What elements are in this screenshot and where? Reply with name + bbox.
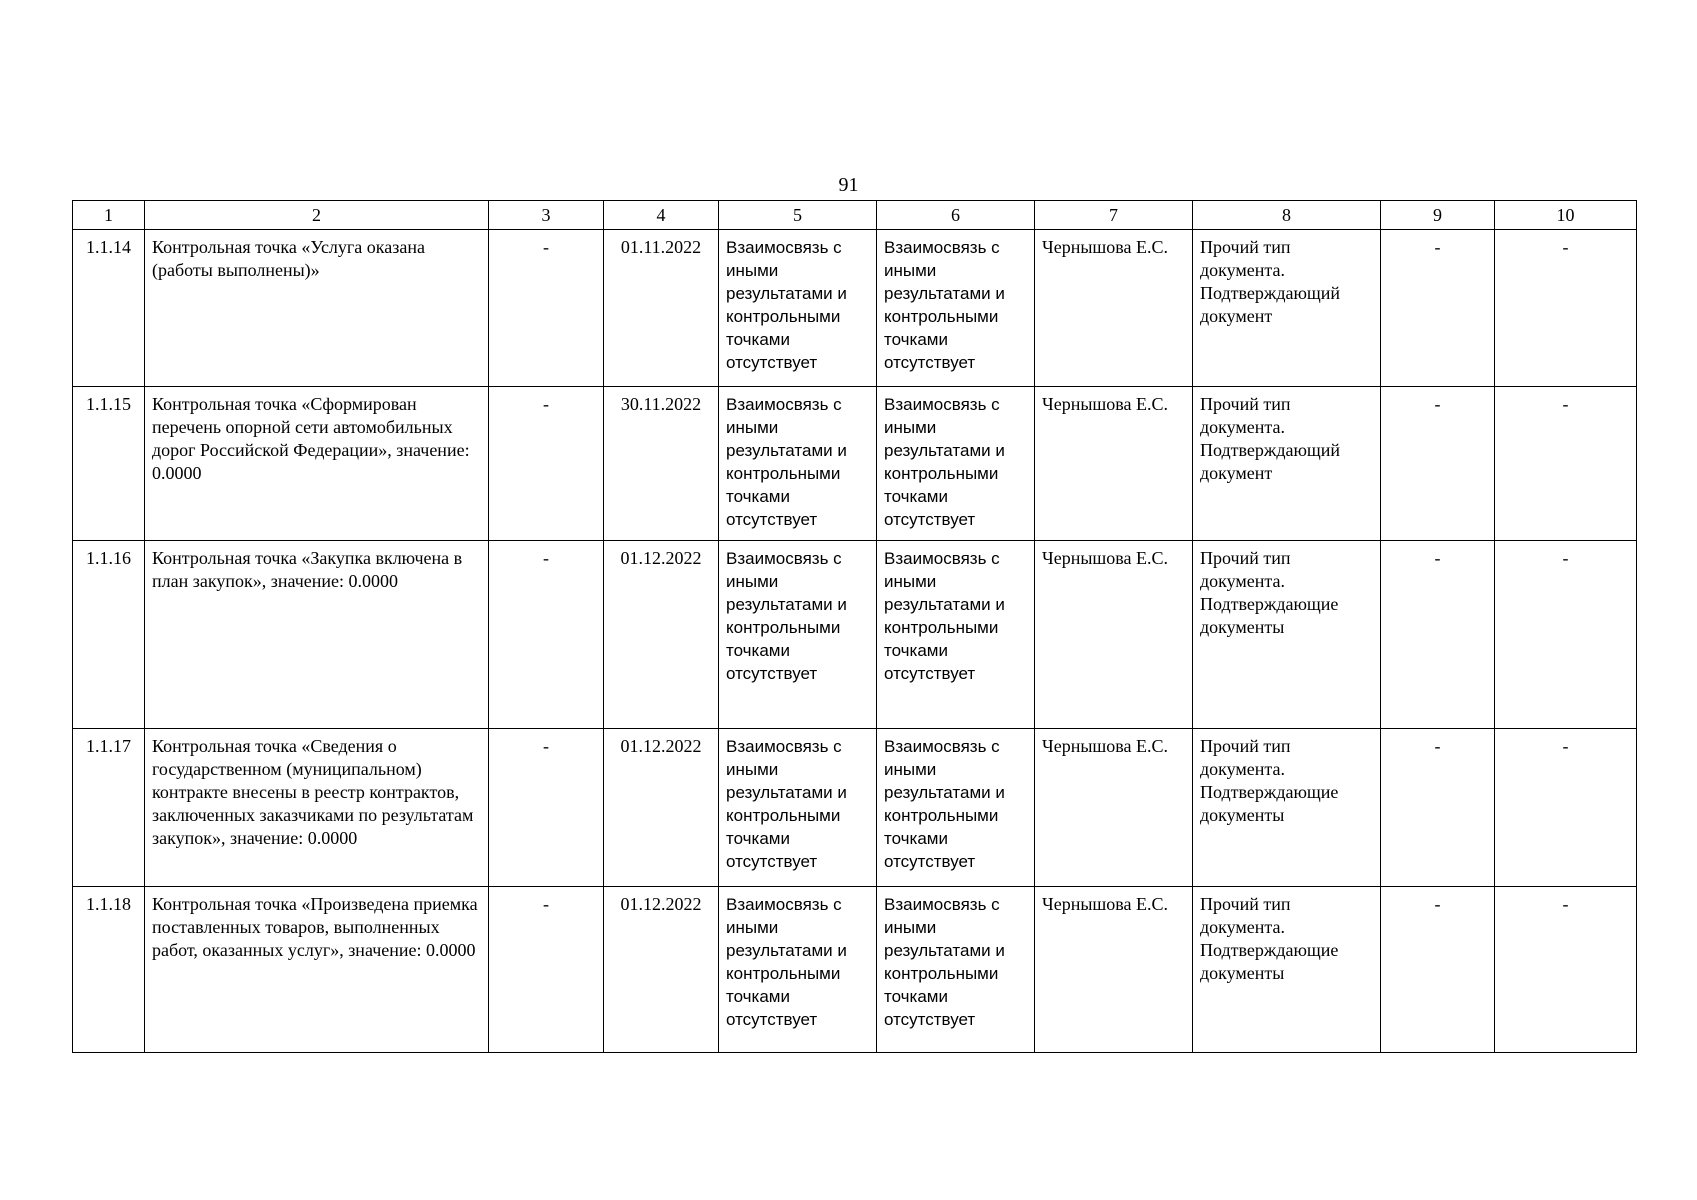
page-number: 91 xyxy=(838,174,859,196)
table-row xyxy=(73,387,1637,541)
column-9-value: - xyxy=(1434,894,1441,914)
relation-prev: Взаимосвязь с иными результатами и контрольными точками отсутствует xyxy=(726,549,847,683)
column-10-value: - xyxy=(1562,548,1569,568)
document-type: Прочий тип документа. Подтверждающие документы xyxy=(1200,548,1339,637)
relation-prev: Взаимосвязь с иными результатами и контрольными точками отсутствует xyxy=(726,238,847,372)
column-3-value: - xyxy=(543,736,549,756)
document-type: Прочий тип документа. Подтверждающий документ xyxy=(1200,394,1341,483)
column-3-value: - xyxy=(543,548,549,568)
document-type: Прочий тип документа. Подтверждающие документы xyxy=(1200,894,1339,983)
column-10-value: - xyxy=(1562,394,1569,414)
column-header: 2 xyxy=(145,201,489,230)
table-row xyxy=(73,729,1637,887)
column-9-value: - xyxy=(1434,736,1441,756)
row-number: 1.1.18 xyxy=(86,894,131,914)
control-point-name: Контрольная точка «Сформирован перечень опорной сети автомобильных дорог Российской Федерации», значение: 0.0000 xyxy=(152,394,470,483)
row-number: 1.1.16 xyxy=(86,548,131,568)
relation-next: Взаимосвязь с иными результатами и контрольными точками отсутствует xyxy=(884,238,1005,372)
relation-prev: Взаимосвязь с иными результатами и контрольными точками отсутствует xyxy=(726,395,847,529)
column-10-value: - xyxy=(1562,736,1569,756)
relation-prev: Взаимосвязь с иными результатами и контрольными точками отсутствует xyxy=(726,895,847,1029)
table-header-row xyxy=(73,201,1637,230)
row-number: 1.1.14 xyxy=(86,237,131,257)
control-point-name: Контрольная точка «Услуга оказана (работы выполнены)» xyxy=(152,237,425,280)
row-number: 1.1.17 xyxy=(86,736,131,756)
relation-prev: Взаимосвязь с иными результатами и контрольными точками отсутствует xyxy=(726,737,847,871)
column-9-value: - xyxy=(1434,237,1441,257)
control-point-name: Контрольная точка «Сведения о государственном (муниципальном) контракте внесены в реестр контрактов, заключенных заказчиками по результатам закупок», значение: 0.0000 xyxy=(152,736,474,848)
responsible-person: Чернышова Е.С. xyxy=(1042,548,1169,568)
responsible-person: Чернышова Е.С. xyxy=(1042,894,1169,914)
responsible-person: Чернышова Е.С. xyxy=(1042,394,1169,414)
relation-next: Взаимосвязь с иными результатами и контрольными точками отсутствует xyxy=(884,395,1005,529)
column-header: 3 xyxy=(489,201,604,230)
document-type: Прочий тип документа. Подтверждающий документ xyxy=(1200,237,1341,326)
responsible-person: Чернышова Е.С. xyxy=(1042,736,1169,756)
table-row xyxy=(73,887,1637,1053)
column-header: 7 xyxy=(1035,201,1193,230)
column-10-value: - xyxy=(1562,237,1569,257)
control-point-name: Контрольная точка «Закупка включена в план закупок», значение: 0.0000 xyxy=(152,548,463,591)
table-row xyxy=(73,541,1637,729)
responsible-person: Чернышова Е.С. xyxy=(1042,237,1169,257)
column-9-value: - xyxy=(1434,548,1441,568)
row-number: 1.1.15 xyxy=(86,394,131,414)
column-3-value: - xyxy=(543,894,549,914)
column-header: 4 xyxy=(604,201,719,230)
relation-next: Взаимосвязь с иными результатами и контрольными точками отсутствует xyxy=(884,737,1005,871)
column-header: 6 xyxy=(877,201,1035,230)
document-type: Прочий тип документа. Подтверждающие документы xyxy=(1200,736,1339,825)
due-date: 30.11.2022 xyxy=(620,394,702,414)
column-9-value: - xyxy=(1434,394,1441,414)
column-header: 10 xyxy=(1495,201,1637,230)
relation-next: Взаимосвязь с иными результатами и контрольными точками отсутствует xyxy=(884,895,1005,1029)
control-point-name: Контрольная точка «Произведена приемка поставленных товаров, выполненных работ, оказанных услуг», значение: 0.0000 xyxy=(152,894,478,960)
column-3-value: - xyxy=(543,237,549,257)
relation-next: Взаимосвязь с иными результатами и контрольными точками отсутствует xyxy=(884,549,1005,683)
table-row xyxy=(73,230,1637,387)
due-date: 01.12.2022 xyxy=(620,548,702,568)
column-header: 5 xyxy=(719,201,877,230)
column-3-value: - xyxy=(543,394,549,414)
due-date: 01.11.2022 xyxy=(620,237,702,257)
column-header: 1 xyxy=(73,201,145,230)
column-header: 8 xyxy=(1193,201,1381,230)
column-10-value: - xyxy=(1562,894,1569,914)
due-date: 01.12.2022 xyxy=(620,894,702,914)
control-points-table xyxy=(72,200,1637,1053)
column-header: 9 xyxy=(1381,201,1495,230)
due-date: 01.12.2022 xyxy=(620,736,702,756)
